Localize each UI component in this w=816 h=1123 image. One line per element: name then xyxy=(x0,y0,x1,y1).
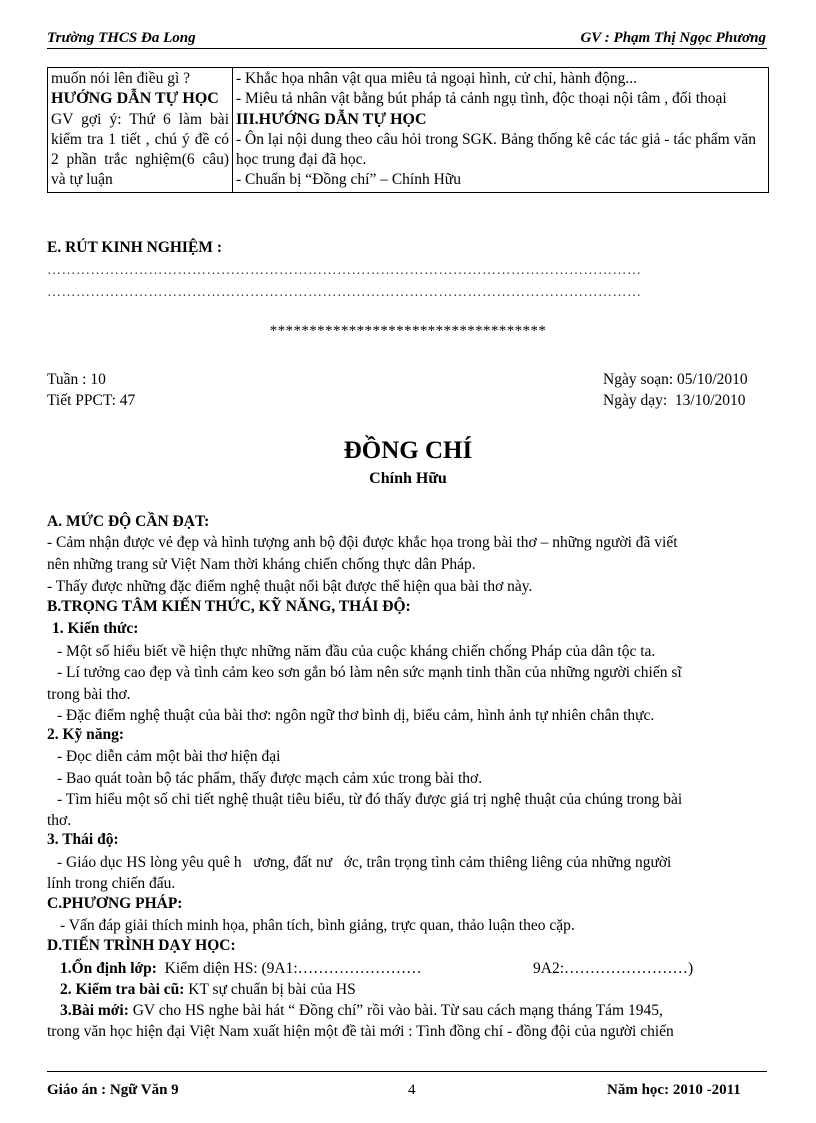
right-line: - Chuẩn bị “Đồng chí” – Chính Hữu xyxy=(236,171,461,189)
step-2-label: 2. Kiểm tra bài cũ: xyxy=(60,981,185,998)
knowledge-text: trong bài thơ. xyxy=(47,686,131,703)
section-a-text: - Cảm nhận được vẻ đẹp và hình tượng anh bộ đội được khắc họa trong bài thơ – những người đã viết xyxy=(47,534,678,551)
left-note: GV gợi ý: Thứ 6 làm bài kiểm tra 1 tiết , chú ý đề có 2 phần trắc nghiệm(6 câu) và tự luận xyxy=(51,110,229,189)
author-name: Chính Hữu xyxy=(369,470,447,487)
knowledge-heading: 1. Kiến thức: xyxy=(52,620,139,637)
header-school: Trường THCS Đa Long xyxy=(47,30,196,46)
review-dots-2: …………………………………………………………………………………………………………… xyxy=(47,285,642,300)
star-separator: *********************************** xyxy=(269,323,547,339)
step-2 xyxy=(60,979,356,1001)
attitude-text: lính trong chiến đấu. xyxy=(47,875,176,892)
table-left-cell xyxy=(48,68,233,193)
date-taught: Ngày dạy: 13/10/2010 xyxy=(603,392,746,409)
step-3-text: GV cho HS nghe bài hát “ Đồng chí” rồi vào bài. Từ sau cách mạng tháng Tám 1945, xyxy=(132,1002,663,1019)
step-2-text: KT sự chuẩn bị bài của HS xyxy=(188,981,356,998)
right-heading: III.HƯỚNG DẪN TỰ HỌC xyxy=(236,110,427,128)
left-heading: HƯỚNG DẪN TỰ HỌC xyxy=(51,90,219,108)
section-a-text: nên những trang sử Việt Nam thời kháng chiến chống thực dân Pháp. xyxy=(47,556,476,573)
attitude-heading: 3. Thái độ: xyxy=(47,831,119,848)
review-dots-1: …………………………………………………………………………………………………………… xyxy=(47,263,642,278)
section-c-text: - Vấn đáp giải thích minh họa, phân tích, bình giảng, trực quan, thảo luận theo cặp. xyxy=(60,917,575,934)
knowledge-text: - Đặc điểm nghệ thuật của bài thơ: ngôn ngữ thơ bình dị, biểu cảm, hình ảnh tự nhiên chân thực. xyxy=(57,707,655,724)
section-a-text: - Thấy được những đặc điểm nghệ thuật nổi bật được thể hiện qua bài thơ này. xyxy=(47,578,533,595)
table-right-cell xyxy=(233,68,769,193)
left-line: muốn nói lên điều gì ? xyxy=(51,70,191,87)
page-title: ĐỒNG CHÍ xyxy=(343,437,473,464)
skills-text: thơ. xyxy=(47,812,72,829)
skills-text: - Tìm hiểu một số chi tiết nghệ thuật tiêu biểu, từ đó thấy được giá trị nghệ thuật của chúng trong bài xyxy=(57,791,683,808)
footer-subject: Giáo án : Ngữ Văn 9 xyxy=(47,1082,179,1098)
footer-rule xyxy=(47,1071,767,1072)
week-label: Tuần : 10 xyxy=(47,371,106,388)
knowledge-text: - Một số hiểu biết về hiện thực những năm đầu của cuộc kháng chiến chống Pháp của dân tộc ta. xyxy=(57,643,656,660)
review-title: E. RÚT KINH NGHIỆM : xyxy=(47,239,222,256)
skills-text: - Đọc diễn cảm một bài thơ hiện đại xyxy=(57,748,281,765)
skills-text: - Bao quát toàn bộ tác phẩm, thấy được mạch cảm xúc trong bài thơ. xyxy=(57,770,483,787)
period-label: Tiết PPCT: 47 xyxy=(47,392,136,409)
step-3-label: 3.Bài mới: xyxy=(60,1002,129,1019)
lesson-table xyxy=(47,67,769,193)
step-3 xyxy=(60,1000,768,1022)
date-prepared: Ngày soạn: 05/10/2010 xyxy=(603,371,748,388)
step-1-class2: 9A2:……………………) xyxy=(533,960,694,977)
right-line: - Miêu tả nhân vật bằng bút pháp tả cảnh ngụ tình, độc thoại nội tâm , đối thoại xyxy=(236,90,727,108)
section-a-heading: A. MỨC ĐỘ CẦN ĐẠT: xyxy=(47,513,210,530)
step-1-text: Kiểm diện HS: (9A1:…………………… xyxy=(164,960,422,977)
section-b-heading: B.TRỌNG TÂM KIẾN THỨC, KỸ NĂNG, THÁI ĐỘ: xyxy=(47,598,411,615)
skills-heading: 2. Kỹ năng: xyxy=(47,726,125,743)
section-d-heading: D.TIẾN TRÌNH DẠY HỌC: xyxy=(47,937,236,954)
attitude-text: - Giáo dục HS lòng yêu quê h ương, đất nư ớc, trân trọng tình cảm thiêng liêng của những người xyxy=(57,854,672,871)
right-line: - Ôn lại nội dung theo câu hỏi trong SGK. Bảng thống kê các tác giả - tác phẩm văn học trung đại đã học. xyxy=(236,130,756,169)
section-c-heading: C.PHƯƠNG PHÁP: xyxy=(47,895,183,912)
knowledge-text: - Lí tưởng cao đẹp và tình cảm keo sơn gắn bó làm nên sức mạnh tinh thần của những người chiến sĩ xyxy=(57,664,682,681)
header-teacher: GV : Phạm Thị Ngọc Phương xyxy=(580,30,766,46)
step-3-text-cont: trong văn học hiện đại Việt Nam xuất hiện một đề tài mới : Tình đồng chí - đồng đội của người chiến xyxy=(47,1023,674,1040)
step-1-label: 1.Ổn định lớp: xyxy=(60,960,157,977)
footer-year: Năm học: 2010 -2011 xyxy=(607,1082,741,1098)
page-number: 4 xyxy=(408,1082,416,1098)
step-1 xyxy=(60,958,422,980)
right-line: - Khắc họa nhân vật qua miêu tả ngoại hình, cử chỉ, hành động... xyxy=(236,70,637,87)
header-rule xyxy=(47,48,767,49)
